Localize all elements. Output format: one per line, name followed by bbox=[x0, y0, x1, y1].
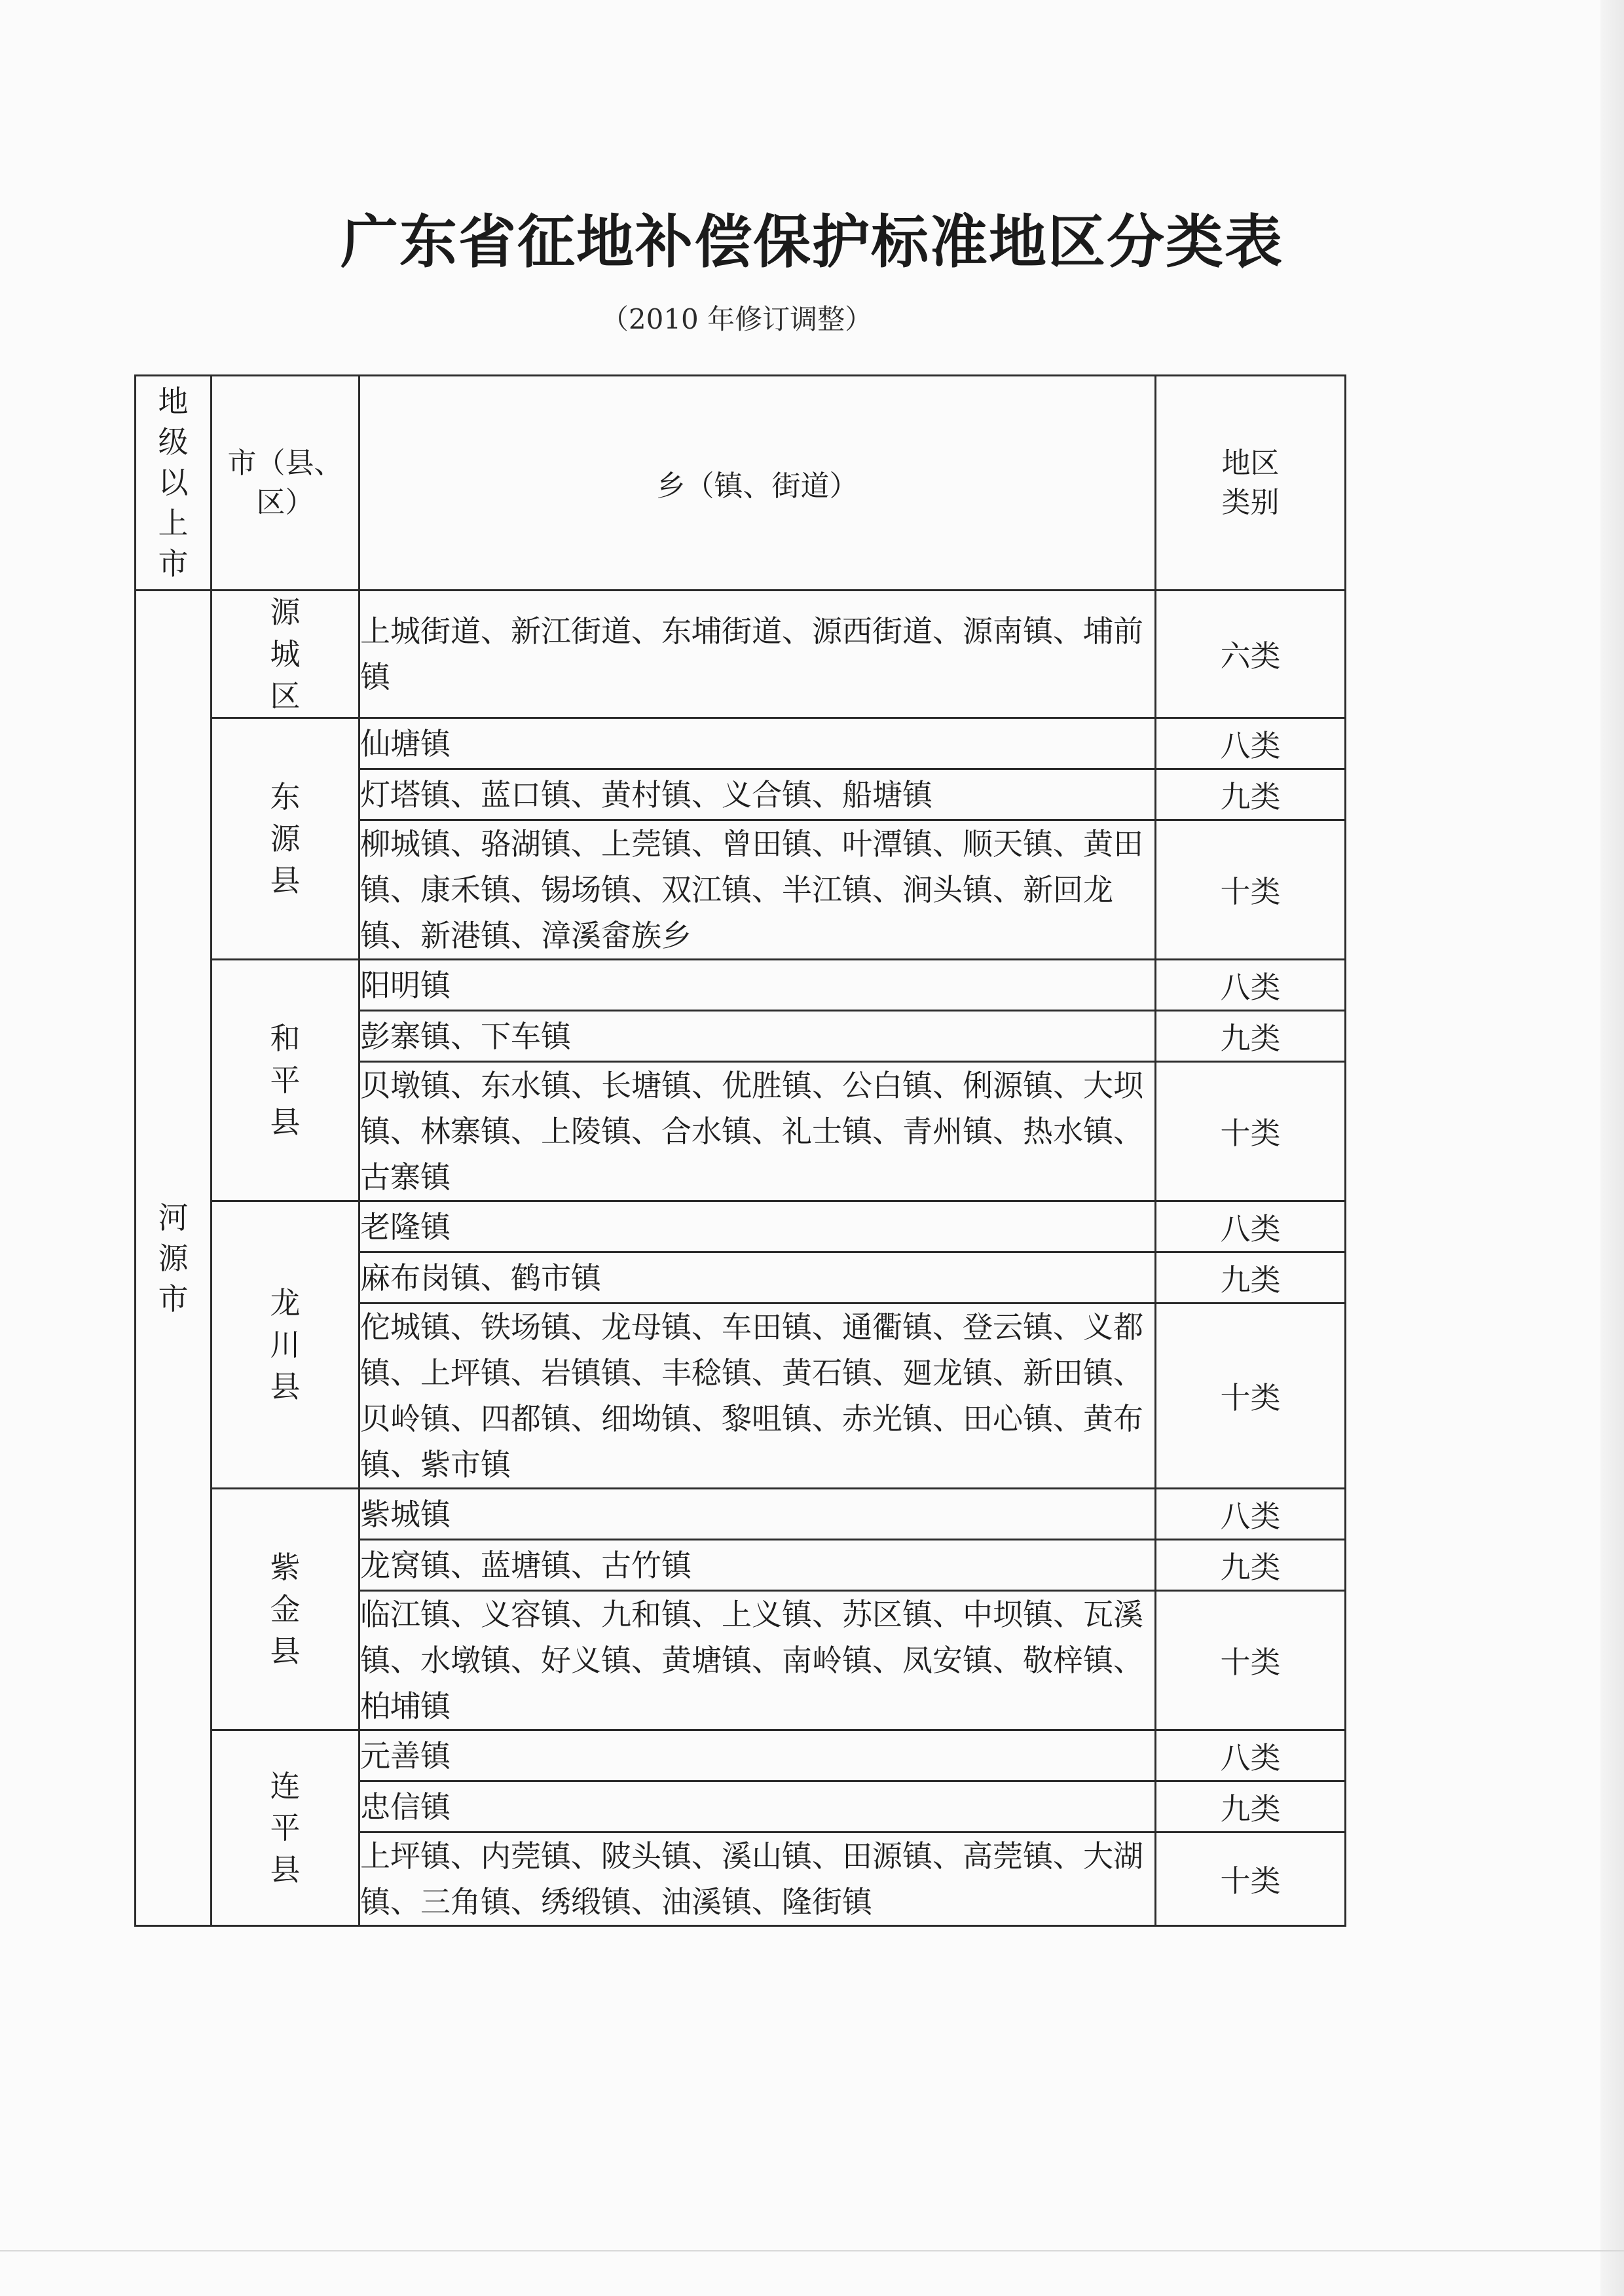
category-value: 十类 bbox=[1220, 874, 1281, 909]
towns-list: 上城街道、新江街道、东埔街道、源西街道、源南镇、埔前镇 bbox=[360, 613, 1143, 695]
category-cell bbox=[1156, 718, 1346, 769]
page-title: 广东省征地补偿保护标准地区分类表 bbox=[340, 208, 1283, 276]
category-cell bbox=[1156, 1489, 1346, 1540]
towns-cell bbox=[360, 1062, 1156, 1201]
category-cell bbox=[1156, 1540, 1346, 1591]
category-value: 八类 bbox=[1220, 1211, 1281, 1247]
category-cell bbox=[1156, 1201, 1346, 1252]
towns-list: 忠信镇 bbox=[360, 1789, 451, 1825]
header-city: 地级以上市 bbox=[158, 384, 189, 581]
category-cell bbox=[1156, 1591, 1346, 1730]
towns-list: 龙窝镇、蓝塘镇、古竹镇 bbox=[360, 1547, 692, 1583]
towns-cell bbox=[360, 820, 1156, 960]
towns-cell bbox=[360, 1489, 1156, 1540]
category-value: 九类 bbox=[1220, 1020, 1281, 1056]
towns-list: 麻布岗镇、鹤市镇 bbox=[360, 1260, 601, 1296]
towns-cell bbox=[360, 1781, 1156, 1832]
category-value: 十类 bbox=[1220, 1116, 1281, 1151]
scan-bottom-line bbox=[0, 2250, 1624, 2251]
city-cell bbox=[136, 591, 212, 1926]
towns-cell bbox=[360, 769, 1156, 820]
towns-cell bbox=[360, 591, 1156, 718]
category-cell bbox=[1156, 591, 1346, 718]
towns-list: 老隆镇 bbox=[360, 1209, 451, 1245]
table-row bbox=[136, 591, 1346, 718]
category-value: 十类 bbox=[1220, 1380, 1281, 1415]
county-name: 源城区 bbox=[270, 594, 301, 714]
county-name: 紫金县 bbox=[270, 1550, 301, 1669]
towns-list: 上坪镇、内莞镇、陂头镇、溪山镇、田源镇、高莞镇、大湖镇、三角镇、绣缎镇、油溪镇、隆街镇 bbox=[360, 1838, 1143, 1920]
header-city-cell bbox=[136, 376, 212, 591]
category-cell bbox=[1156, 1252, 1346, 1303]
county-cell bbox=[212, 1489, 360, 1730]
category-value: 八类 bbox=[1220, 969, 1281, 1005]
category-cell bbox=[1156, 1303, 1346, 1489]
towns-list: 阳明镇 bbox=[360, 967, 451, 1003]
towns-list: 仙塘镇 bbox=[360, 725, 451, 761]
towns-list: 贝墩镇、东水镇、长塘镇、优胜镇、公白镇、俐源镇、大坝镇、林寨镇、上陵镇、合水镇、礼士镇、青州镇、热水镇、古寨镇 bbox=[360, 1068, 1143, 1195]
table-row bbox=[136, 1201, 1346, 1252]
category-value: 八类 bbox=[1220, 1498, 1281, 1534]
category-value: 九类 bbox=[1220, 1549, 1281, 1585]
table-row bbox=[136, 1489, 1346, 1540]
table-body bbox=[136, 376, 1346, 1926]
category-value: 八类 bbox=[1220, 727, 1281, 763]
category-value: 十类 bbox=[1220, 1863, 1281, 1899]
header-towns-cell bbox=[360, 376, 1156, 591]
towns-list: 紫城镇 bbox=[360, 1496, 451, 1532]
category-value: 九类 bbox=[1220, 1791, 1281, 1827]
county-name: 连平县 bbox=[270, 1768, 301, 1887]
towns-list: 元善镇 bbox=[360, 1738, 451, 1774]
category-value: 十类 bbox=[1220, 1645, 1281, 1680]
category-value: 八类 bbox=[1220, 1740, 1281, 1776]
towns-cell bbox=[360, 1303, 1156, 1489]
towns-cell bbox=[360, 1540, 1156, 1591]
county-name: 龙川县 bbox=[270, 1285, 301, 1404]
page-subtitle: （2010 年修订调整） bbox=[600, 303, 873, 335]
header-towns: 乡（镇、街道） bbox=[656, 469, 858, 503]
towns-cell bbox=[360, 1730, 1156, 1781]
header-county-cell bbox=[212, 376, 360, 591]
classification-table bbox=[134, 374, 1346, 1927]
category-value: 九类 bbox=[1220, 778, 1281, 814]
table-row bbox=[136, 960, 1346, 1011]
scan-edge-shadow bbox=[1600, 0, 1624, 2296]
towns-list: 柳城镇、骆湖镇、上莞镇、曾田镇、叶潭镇、顺天镇、黄田镇、康禾镇、锡场镇、双江镇、半江镇、涧头镇、新回龙镇、新港镇、漳溪畲族乡 bbox=[360, 826, 1143, 953]
county-cell bbox=[212, 960, 360, 1201]
category-cell bbox=[1156, 1062, 1346, 1201]
category-cell bbox=[1156, 1011, 1346, 1062]
towns-cell bbox=[360, 718, 1156, 769]
city-name: 河源市 bbox=[158, 1199, 189, 1317]
category-cell bbox=[1156, 960, 1346, 1011]
towns-cell bbox=[360, 1591, 1156, 1730]
towns-cell bbox=[360, 960, 1156, 1011]
category-value: 六类 bbox=[1220, 638, 1281, 674]
towns-list: 佗城镇、铁场镇、龙母镇、车田镇、通衢镇、登云镇、义都镇、上坪镇、岩镇镇、丰稔镇、黄石镇、廻龙镇、新田镇、贝岭镇、四都镇、细坳镇、黎咀镇、赤光镇、田心镇、黄布镇、紫市镇 bbox=[360, 1309, 1143, 1482]
towns-cell bbox=[360, 1252, 1156, 1303]
towns-list: 彭寨镇、下车镇 bbox=[360, 1018, 571, 1054]
header-county: 市（县、区） bbox=[227, 446, 343, 519]
towns-list: 临江镇、义容镇、九和镇、上义镇、苏区镇、中坝镇、瓦溪镇、水墩镇、好义镇、黄塘镇、南岭镇、凤安镇、敬梓镇、柏埔镇 bbox=[360, 1597, 1143, 1724]
category-cell bbox=[1156, 769, 1346, 820]
county-cell bbox=[212, 591, 360, 718]
towns-cell bbox=[360, 1201, 1156, 1252]
county-cell bbox=[212, 1730, 360, 1926]
category-cell bbox=[1156, 820, 1346, 960]
header-category-cell bbox=[1156, 376, 1346, 591]
header-row bbox=[136, 376, 1346, 591]
towns-cell bbox=[360, 1832, 1156, 1926]
county-cell bbox=[212, 718, 360, 960]
table-row bbox=[136, 1730, 1346, 1781]
county-name: 和平县 bbox=[270, 1021, 301, 1140]
towns-list: 灯塔镇、蓝口镇、黄村镇、义合镇、船塘镇 bbox=[360, 776, 932, 812]
category-cell bbox=[1156, 1781, 1346, 1832]
category-cell bbox=[1156, 1730, 1346, 1781]
table-row bbox=[136, 718, 1346, 769]
county-cell bbox=[212, 1201, 360, 1489]
category-cell bbox=[1156, 1832, 1346, 1926]
towns-cell bbox=[360, 1011, 1156, 1062]
category-value: 九类 bbox=[1220, 1262, 1281, 1298]
header-category: 地区类别 bbox=[1221, 446, 1280, 519]
county-name: 东源县 bbox=[270, 779, 301, 898]
